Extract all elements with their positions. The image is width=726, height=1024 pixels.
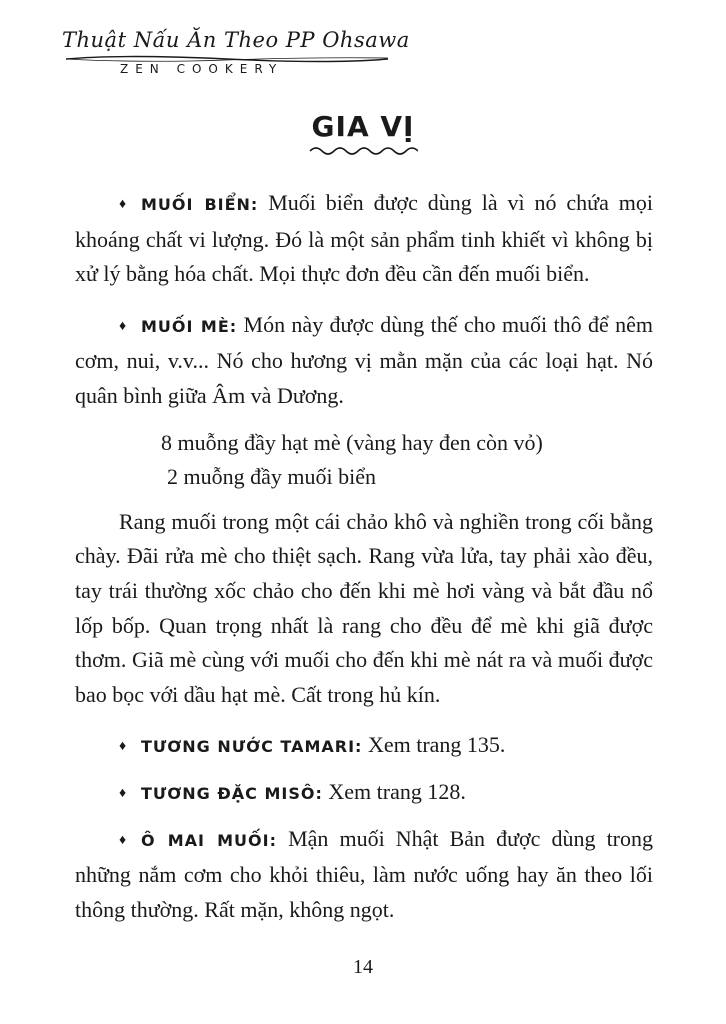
entry-term: MUỐI BIỂN:	[141, 195, 259, 214]
diamond-bullet-icon: ♦	[119, 197, 127, 212]
entry-term: Ô MAI MUỐI:	[141, 830, 278, 850]
entry-text: Xem trang 135.	[362, 732, 506, 758]
recipe-ingredients	[75, 426, 653, 495]
entry-tuong-dac-miso	[75, 775, 653, 812]
entry-text: Muối biển được dùng là vì nó chứa mọi khoáng chất vi lượng. Đó là một sản phẩm tinh khiết vì không bị xử lý bằng hóa chất. Mọi thực đơn đều cần đến muối biển.	[75, 190, 653, 287]
entry-term: TƯƠNG ĐẶC MISÔ:	[141, 783, 323, 803]
chapter-heading	[0, 110, 726, 157]
diamond-bullet-icon: ♦	[119, 318, 127, 334]
ingredient-line: 2 muỗng đầy muối biển	[167, 464, 376, 490]
entry-tuong-nuoc-tamari	[75, 728, 653, 765]
ingredient-line: 8 muỗng đầy hạt mè (vàng hay đen còn vỏ)	[161, 429, 543, 455]
entry-text: Xem trang 128.	[322, 778, 466, 804]
diamond-bullet-icon: ♦	[119, 832, 127, 848]
wave-ornament	[308, 145, 418, 157]
diamond-bullet-icon: ♦	[119, 785, 127, 801]
book-subtitle: ZEN COOKERY	[120, 62, 284, 76]
entry-term: TƯƠNG NƯỚC TAMARI:	[141, 737, 363, 757]
entry-term: MUỐI MÈ:	[141, 316, 238, 336]
entry-text: Mận muối Nhật Bản được dùng trong những nắm cơm cho khỏi thiêu, làm nước uống hay ăn theo lối thông thường. Rất mặn, không ngọt.	[75, 825, 654, 922]
book-title: Thuật Nấu Ăn Theo PP Ohsawa	[62, 28, 410, 52]
recipe-instructions: Rang muối trong một cái chảo khô và nghiền trong cối bằng chày. Đãi rửa mè cho thiệt sạch. Rang vừa lửa, tay phải xào đều, tay trái thường xốc chảo cho đến khi mè hơi vàng và bắt đầu nổ lốp bốp. Quan trọng nhất là rang cho đều để mè khi giã được thơm. Giã mè cùng với muối cho đến khi mè nát ra và muối được bao bọc với dầu hạt mè. Cất trong hủ kín.	[75, 508, 653, 707]
page-body	[75, 186, 653, 943]
entry-o-mai-muoi	[75, 822, 653, 928]
diamond-bullet-icon: ♦	[119, 739, 127, 755]
entry-muoi-bien	[75, 186, 653, 292]
entry-muoi-me	[75, 308, 653, 414]
running-header	[62, 28, 410, 76]
chapter-title: GIA VỊ	[311, 110, 415, 143]
entry-text: Món này được dùng thế cho muối thô để nêm cơm, nui, v.v... Nó cho hương vị mằn mặn của các loại hạt. Nó quân bình giữa Âm và Dương.	[75, 311, 653, 408]
page-number: 14	[353, 956, 373, 978]
